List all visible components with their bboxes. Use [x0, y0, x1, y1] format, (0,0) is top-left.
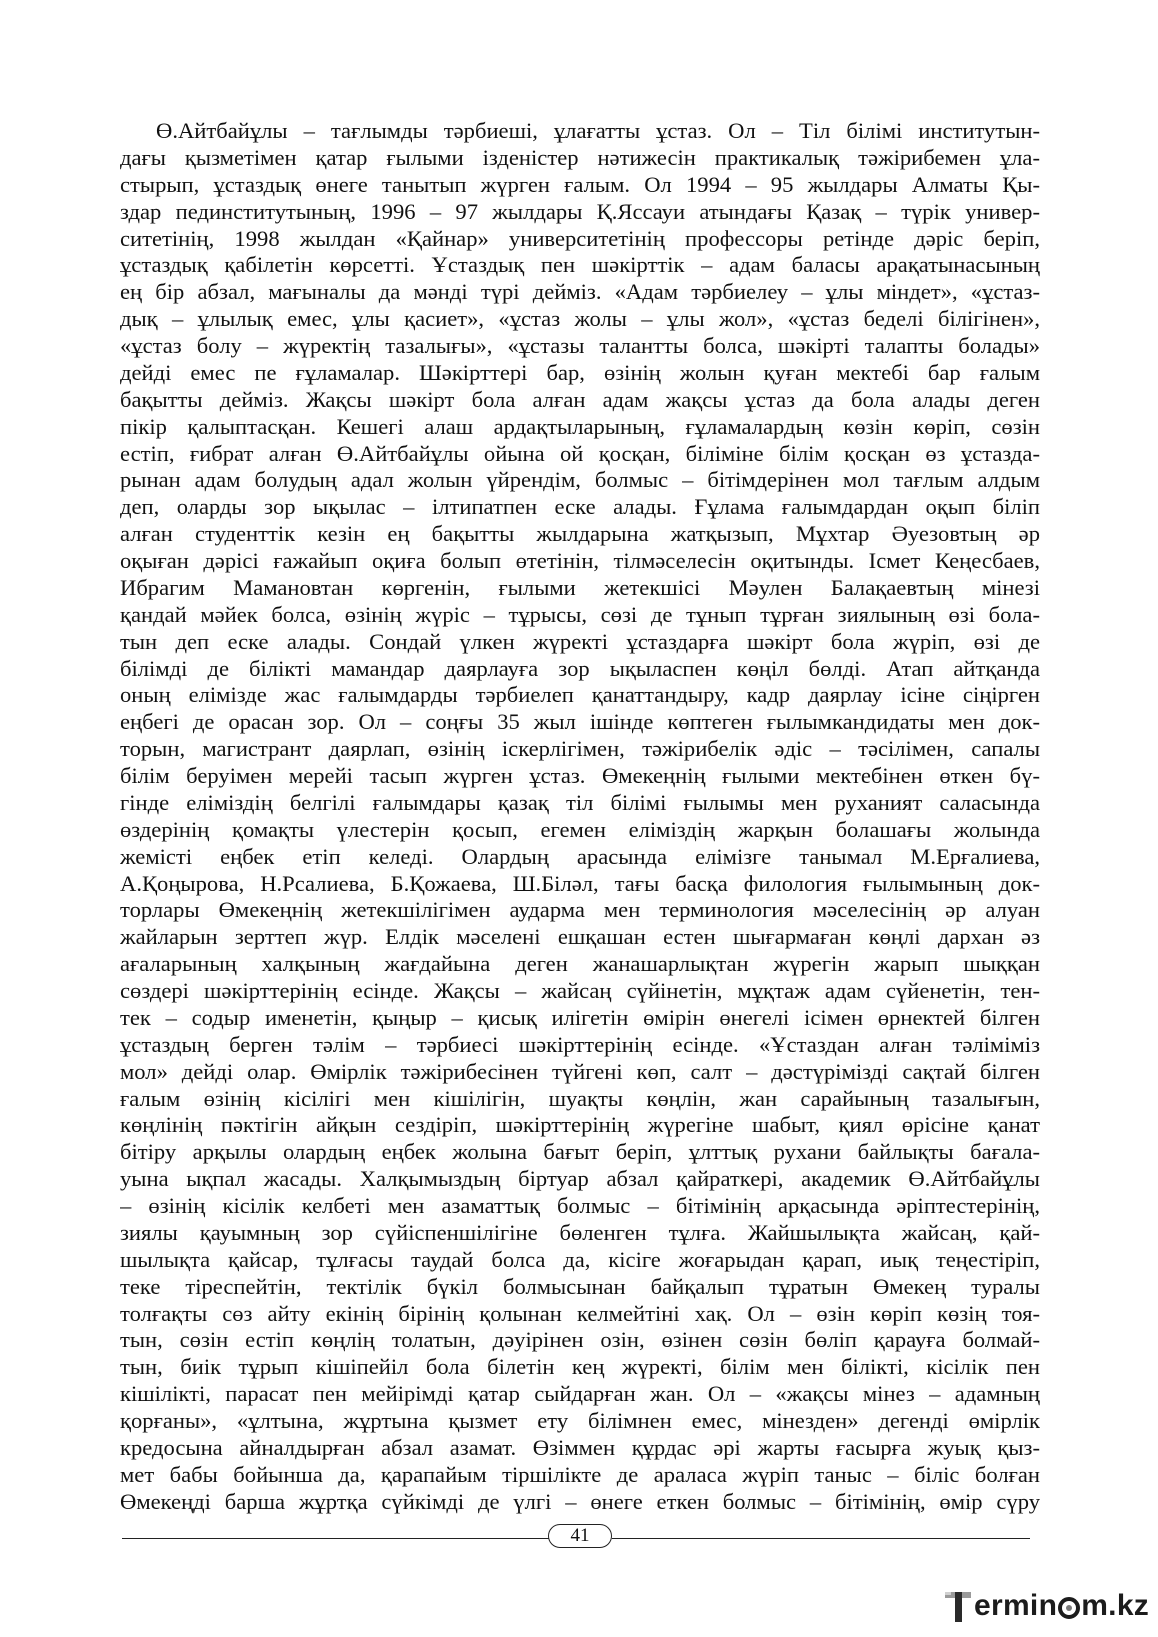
text-line: стырып, ұстаздық өнеге танытып жүрген ғалым. Ол 1994 – 95 жылдары Алматы Қы-	[120, 171, 1040, 197]
text-line: торын, магистрант даярлап, өзінің іскерлігімен, тәжірибелік әдіс – тәсілімен, сапалы	[120, 736, 1040, 762]
text-line: зиялы қауымның зор сүйіспеншілігіне бөленген тұлға. Жайшылықта жайсаң, қай-	[120, 1219, 1040, 1245]
text-line: көңлінің пәктігін айқын сездіріп, шәкірттерінің жүрегіне шабыт, қиял өрісіне қанат	[120, 1112, 1040, 1138]
text-line: тын, сөзін естіп көңлің толатын, дәуірінен озін, өзінен сөзін бөліп қарауға болмай-	[120, 1327, 1040, 1353]
text-line: тын деп еске алады. Сондай үлкен жүректі ұстаздарға шәкірт бола жүріп, өзі де	[120, 628, 1040, 654]
text-line: ұстаздық қабілетін көрсетті. Ұстаздық пен шәкірттік – адам баласы арақатынасының	[120, 252, 1040, 278]
text-line: сөздері шәкірттерінің есінде. Жақсы – жайсаң сүйінетін, мұқтаж адам сүйенетін, тен-	[120, 978, 1040, 1003]
text-line: ұстаздың берген тәлім – тәрбиесі шәкірттерінің есінде. «Ұстаздан алған тәліміміз	[120, 1031, 1040, 1057]
text-line: здар пединститутының, 1996 – 97 жылдары Қ.Яссауи атындағы Қазақ – түрік универ-	[120, 198, 1040, 224]
text-line: оның елімізде жас ғалымдарды тәрбиелеп қанаттандыру, кадр даярлау ісіне сіңірген	[120, 682, 1040, 708]
watermark-text-start: ermin	[974, 1589, 1058, 1622]
text-line: білімді де білікті мамандар даярлауға зор ықыласпен көңіл бөлді. Атап айтқанда	[120, 655, 1040, 681]
text-line: А.Қоңырова, Н.Рсалиева, Б.Қожаева, Ш.Білəл, тағы басқа филология ғылымының док-	[120, 870, 1040, 896]
text-line: ситетінің, 1998 жылдан «Қайнар» университетінің профессоры ретінде дәріс беріп,	[120, 225, 1040, 251]
text-line: дейді емес пе ғұламалар. Шәкірттері бар, өзінің жолын қуған мектебі бар ғалым	[120, 359, 1040, 385]
text-line: – өзінің кісілік келбеті мен азаматтық болмыс – бітімінің арқасында әріптестерінің,	[120, 1193, 1040, 1218]
text-line: уына ықпал жасады. Халқымыздың біртуар абзал қайраткері, академик Ө.Айтбайұлы	[120, 1166, 1040, 1192]
text-line: алған студенттік кезін ең бақытты жылдарына жатқызып, Мұхтар Әуезовтың әр	[120, 521, 1040, 547]
text-line: теке тіреспейтін, тектілік бүкіл болмысынан байқалып тұратын Өмекең туралы	[120, 1273, 1040, 1299]
text-line: мет бабы бойынша да, қарапайым тіршілікте де араласа жүріп таныс – біліс болған	[120, 1461, 1040, 1487]
text-line: жайларын зерттеп жүр. Елдік мәселені ешқашан естен шығармаған көңлі дархан әз	[120, 924, 1040, 950]
text-line: тек – содыр именетін, қыңыр – қисық илігетін өмірін өнегелі ісімен өрнектей білген	[120, 1004, 1040, 1030]
text-line: дық – ұлылық емес, ұлы қасиет», «ұстаз жолы – ұлы жол», «ұстаз беделі білігінен»,	[120, 306, 1040, 332]
text-line: мол» дейді олар. Өмірлік тәжірибесінен түйгені көп, салт – дәстүрімізді сақтай білген	[120, 1058, 1040, 1084]
text-line: шылықта қайсар, тұлғасы таудай болса да, кісіге жоғарыдан қарап, иық теңестіріп,	[120, 1246, 1040, 1272]
text-line: өздерінің қомақты үлестерін қосып, егемен еліміздің жарқын болашағы жолында	[120, 816, 1040, 842]
text-line: деп, оларды зор ықылас – ілтипатпен еске алады. Ғұлама ғалымдардан оқып біліп	[120, 494, 1040, 520]
text-line: еңбегі де орасан зор. Ол – соңғы 35 жыл ішінде көптеген ғылымкандидаты мен док-	[120, 709, 1040, 735]
footer-rule-right	[612, 1538, 1030, 1539]
page-number: 41	[548, 1524, 612, 1548]
termincom-watermark	[944, 1586, 1150, 1630]
text-line: Өмекеңді барша жұртқа сүйкімді де үлгі – өнеге еткен болмыс – бітімінің, өмір сүру	[120, 1488, 1040, 1514]
text-line: оқыған дәрісі ғажайып оқиға болып өтетінін, тілмәселесін оқитынды. Ісмет Кеңесбаев,	[120, 548, 1040, 573]
text-line: қандай мәйек болса, өзінің жүріс – тұрысы, сөзі де тұнып тұрған зиялының өзі бола-	[120, 601, 1040, 627]
text-line: кішілікті, парасат пен мейірімді қатар сыйдарған жан. Ол – «жақсы мінез – адамның	[120, 1381, 1040, 1407]
text-line: бақытты дейміз. Жақсы шәкірт бола алған адам жақсы ұстаз да бола алады деген	[120, 386, 1040, 412]
text-line: ең бір абзал, мағыналы да мәнді түрі дейміз. «Адам тәрбиелеу – ұлы міндет», «ұстаз-	[120, 279, 1040, 305]
globe-o-icon	[1057, 1586, 1081, 1624]
text-line: пікір қалыптасқан. Кешегі алаш ардақтыларының, ғұламалардың көзін көріп, сөзін	[120, 413, 1040, 439]
text-line: дағы қызметімен қатар ғылыми ізденістер нәтижесін практикалық тәжірибемен ұла-	[120, 144, 1040, 170]
t-letter-logo-icon	[944, 1586, 974, 1624]
watermark-text-end: m.kz	[1081, 1589, 1150, 1622]
text-line: жемісті еңбек етіп келеді. Олардың арасында елімізге танымал М.Ерғалиева,	[120, 843, 1040, 869]
text-line: гінде еліміздің белгілі ғалымдары қазақ тіл білімі ғылымы мен руханият саласында	[120, 789, 1040, 815]
text-line: қорғаны», «ұлтына, жұртына қызмет ету білімнен емес, мінезден» дегенді өмірлік	[120, 1408, 1040, 1433]
footer-rule-left	[122, 1538, 550, 1539]
text-line: «ұстаз болу – жүректің тазалығы», «ұстазы талантты болса, шәкірті талапты болады»	[120, 333, 1040, 358]
text-line: рынан адам болудың адал жолын үйрендім, болмыс – бітімдерінен мол тағлым алдым	[120, 467, 1040, 493]
text-line: толғақты сөз айту екінің бірінің қолынан келмейтіні хақ. Ол – өзін көріп көзің тоя-	[120, 1300, 1040, 1326]
text-line: торлары Өмекеңнің жетекшілігімен аударма мен терминология мәселесінің әр алуан	[120, 897, 1040, 923]
text-line: кредосына айналдырған абзал азамат. Өзіммен құрдас әрі жарты ғасырға жуық қыз-	[120, 1434, 1040, 1460]
text-line: тын, биік тұрып кішіпейіл бола білетін кең жүректі, білім мен білікті, кісілік пен	[120, 1354, 1040, 1380]
text-line: естіп, ғибрат алған Ө.Айтбайұлы ойына ой қосқан, біліміне білім қосқан өз ұстазда-	[120, 440, 1040, 466]
text-line: Ибрагим Мамановтан көргенін, ғылыми жетекшісі Мәулен Балақаевтың мінезі	[120, 574, 1040, 600]
text-line: бітіру арқылы олардың еңбек жолына бағыт беріп, ұлттық рухани байлықты бағала-	[120, 1139, 1040, 1165]
body-text	[120, 118, 1040, 1516]
text-line: Ө.Айтбайұлы – тағлымды тәрбиеші, ұлағатты ұстаз. Ол – Тіл білімі институтын-	[156, 118, 1040, 143]
text-line: ғалым өзінің кісілігі мен кішілігін, шуақты көңлін, жан сарайының тазалығын,	[120, 1085, 1040, 1111]
text-line: ағаларының халқының жағдайына деген жанашарлықтан жүрегін жарып шыққан	[120, 951, 1040, 977]
text-line: білім беруімен мерейі тасып жүрген ұстаз. Өмекеңнің ғылыми мектебінен өткен бү-	[120, 763, 1040, 788]
